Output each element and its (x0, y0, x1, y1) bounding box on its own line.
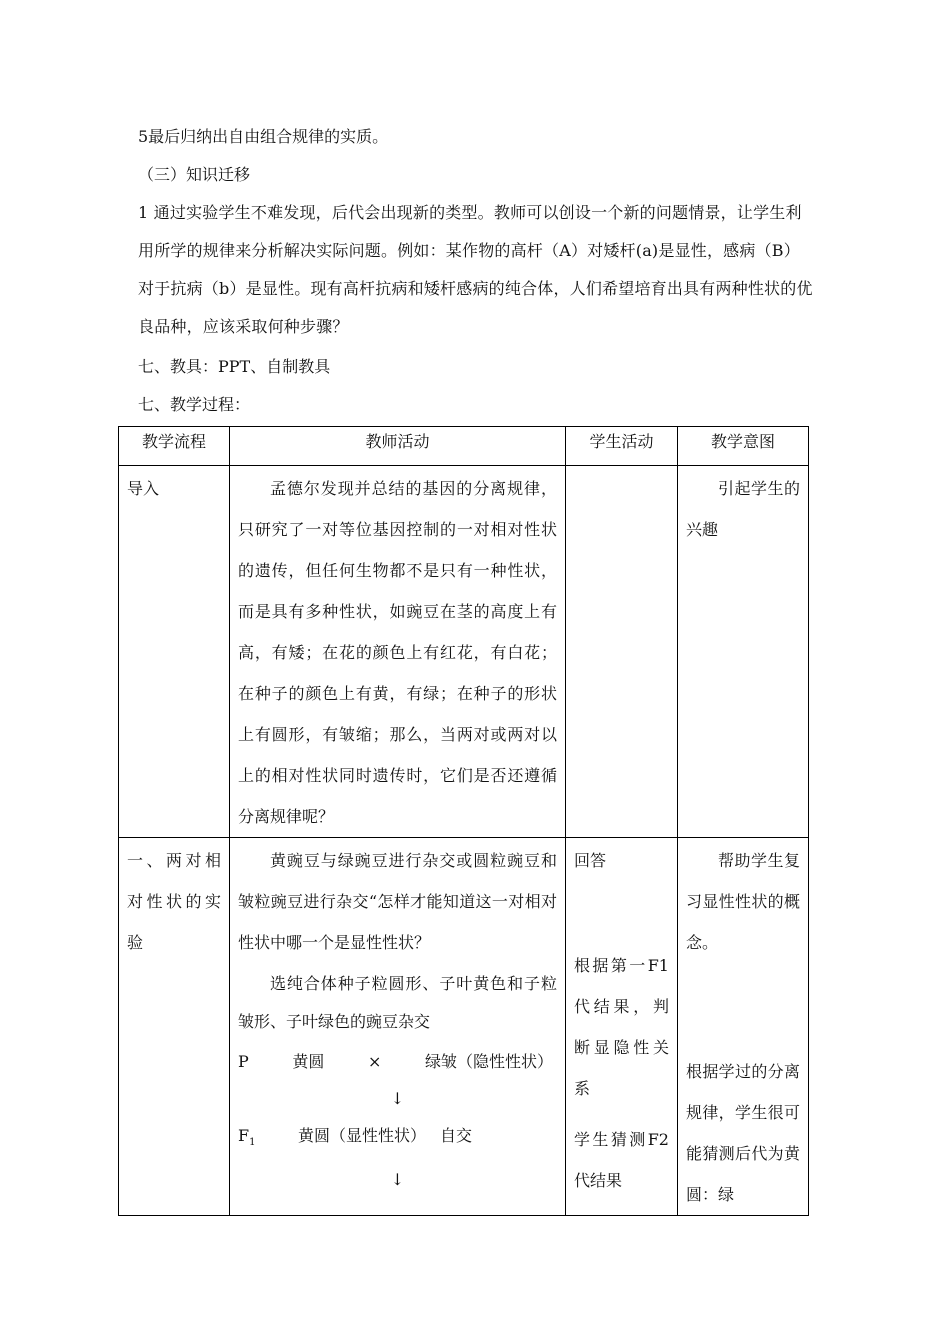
intro-flow-cell: 导入 (119, 466, 230, 838)
down-arrow-icon: ↓ (390, 1089, 405, 1108)
paragraph-transfer-example: 1 通过实验学生不难发现，后代会出现新的类型。教师可以创设一个新的问题情景，让学生利用所学的规律来分析解决实际问题。例如：某作物的高杆（A）对矮杆(a)是显性，感病（B）对于抗病（b）是显性。现有高杆抗病和矮杆感病的纯合体，人们希望培育出具有两种性状的优良品种，应该采取何种步骤？ (138, 203, 813, 336)
student-judge: 根据第一F1代结果，判断显隐性关系 (574, 956, 669, 1098)
exp-teacher-text-1: 黄豌豆与绿豌豆进行杂交或圆粒豌豆和皱粒豌豆进行杂交“怎样才能知道这一对相对性状中哪一个是显性性状？ (238, 851, 557, 952)
paragraph-teaching-aids: 七、教具：PPT、自制教具 (138, 357, 331, 376)
f1-action: 自交 (440, 1126, 473, 1145)
lesson-process-table (118, 426, 809, 1216)
cross-diagram (238, 1041, 557, 1198)
student-answer: 回答 (574, 851, 607, 870)
student-guess: 学生猜测F2代结果 (574, 1130, 669, 1190)
intro-student-cell (566, 466, 678, 838)
table-row-experiment (119, 838, 809, 1216)
exp-teacher-text-2: 选纯合体种子粒圆形、子叶黄色和子粒皱形、子叶绿色的豌豆杂交 (238, 974, 557, 1031)
table-row-intro (119, 466, 809, 838)
f1-label: F (238, 1126, 250, 1145)
f1-text: 黄圆（显性性状） (298, 1126, 427, 1145)
paragraph-summary: 5最后归纳出自由组合规律的实质。 (138, 127, 389, 146)
cross-symbol: × (367, 1052, 382, 1071)
exp-intent-cell (678, 838, 809, 1216)
table-header-row (119, 427, 809, 466)
header-intent: 教学意图 (678, 427, 809, 466)
exp-teacher-cell (230, 838, 566, 1216)
cross-parent-1: 黄圆 (292, 1052, 325, 1071)
exp-flow-cell: 一、两对相对性状的实验 (119, 838, 230, 1216)
cross-parent-2: 绿皱（隐性性状） (424, 1052, 553, 1071)
f1-line (238, 1117, 557, 1162)
header-flow: 教学流程 (119, 427, 230, 466)
section-heading-process: 七、教学过程： (138, 395, 251, 414)
cross-p-label: P (238, 1052, 249, 1071)
intent-review: 帮助学生复习显性性状的概念。 (686, 851, 800, 952)
f1-subscript: 1 (249, 1137, 256, 1149)
intro-teacher-cell: 孟德尔发现并总结的基因的分离规律，只研究了一对等位基因控制的一对相对性状的遗传，但任何生物都不是只有一种性状，而是具有多种性状，如豌豆在茎的高度上有高，有矮；在花的颜色上有红花，有白花；在种子的颜色上有黄，有绿；在种子的形状上有圆形，有皱缩；那么，当两对或两对以上的相对性状同时遗传时，它们是否还遵循分离规律呢？ (230, 466, 566, 838)
exp-student-cell (566, 838, 678, 1216)
down-arrow-icon: ↓ (390, 1170, 405, 1190)
intro-intent-cell: 引起学生的兴趣 (678, 466, 809, 838)
section-heading-transfer: （三）知识迁移 (138, 165, 251, 184)
intent-guess: 根据学过的分离规律，学生很可能猜测后代为黄圆：绿 (686, 1062, 800, 1204)
header-student: 学生活动 (566, 427, 678, 466)
header-teacher: 教师活动 (230, 427, 566, 466)
